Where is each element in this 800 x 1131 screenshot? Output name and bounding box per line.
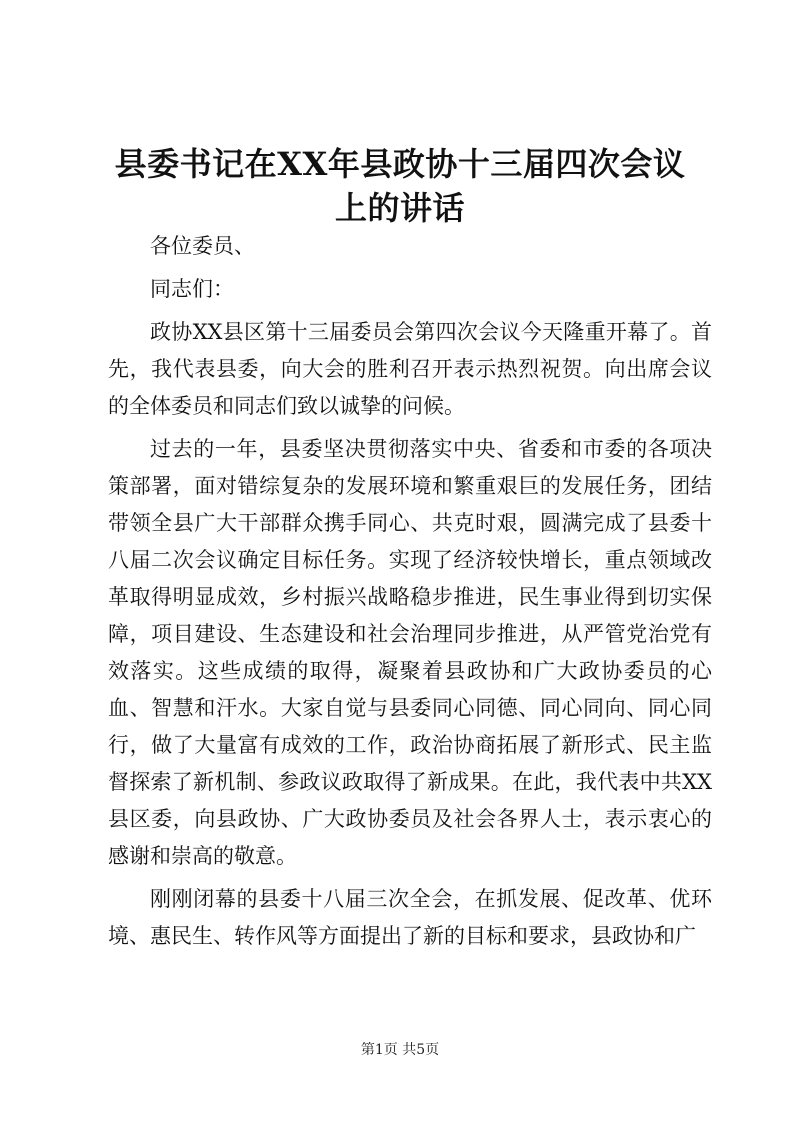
document-title: 县委书记在XX年县政协十三届四次会议上的讲话 bbox=[114, 145, 686, 227]
salutation-line: 各位委员、 bbox=[150, 234, 255, 258]
document-body bbox=[108, 228, 712, 961]
page-footer: 第1页 共5页 bbox=[360, 1042, 440, 1058]
body-paragraph: 刚刚闭幕的县委十八届三次全会，在抓发展、促改革、优环境、惠民生、转作风等方面提出了新的目标和要求，县政协和广 bbox=[108, 887, 712, 948]
salutation-line: 同志们： bbox=[150, 277, 234, 301]
body-paragraph: 政协XX县区第十三届委员会第四次会议今天隆重开幕了。首先，我代表县委，向大会的胜利召开表示热烈祝贺。向出席会议的全体委员和同志们致以诚挚的问候。 bbox=[108, 320, 712, 418]
body-paragraph: 过去的一年，县委坚决贯彻落实中央、省委和市委的各项决策部署，面对错综复杂的发展环境和繁重艰巨的发展任务，团结带领全县广大干部群众携手同心、共克时艰，圆满完成了县委十八届二次会议确定目标任务。实现了经济较快增长，重点领域改革取得明显成效，乡村振兴战略稳步推进，民生事业得到切实保障，项目建设、生态建设和社会治理同步推进，从严管党治党有效落实。这些成绩的取得，凝聚着县政协和广大政协委员的心血、智慧和汗水。大家自觉与县委同心同德、同心同向、同心同行，做了大量富有成效的工作，政治协商拓展了新形式、民主监督探索了新机制、参政议政取得了新成果。在此，我代表中共XX县区委，向县政协、广大政协委员及社会各界人士，表示衷心的感谢和崇高的敬意。 bbox=[108, 437, 712, 868]
